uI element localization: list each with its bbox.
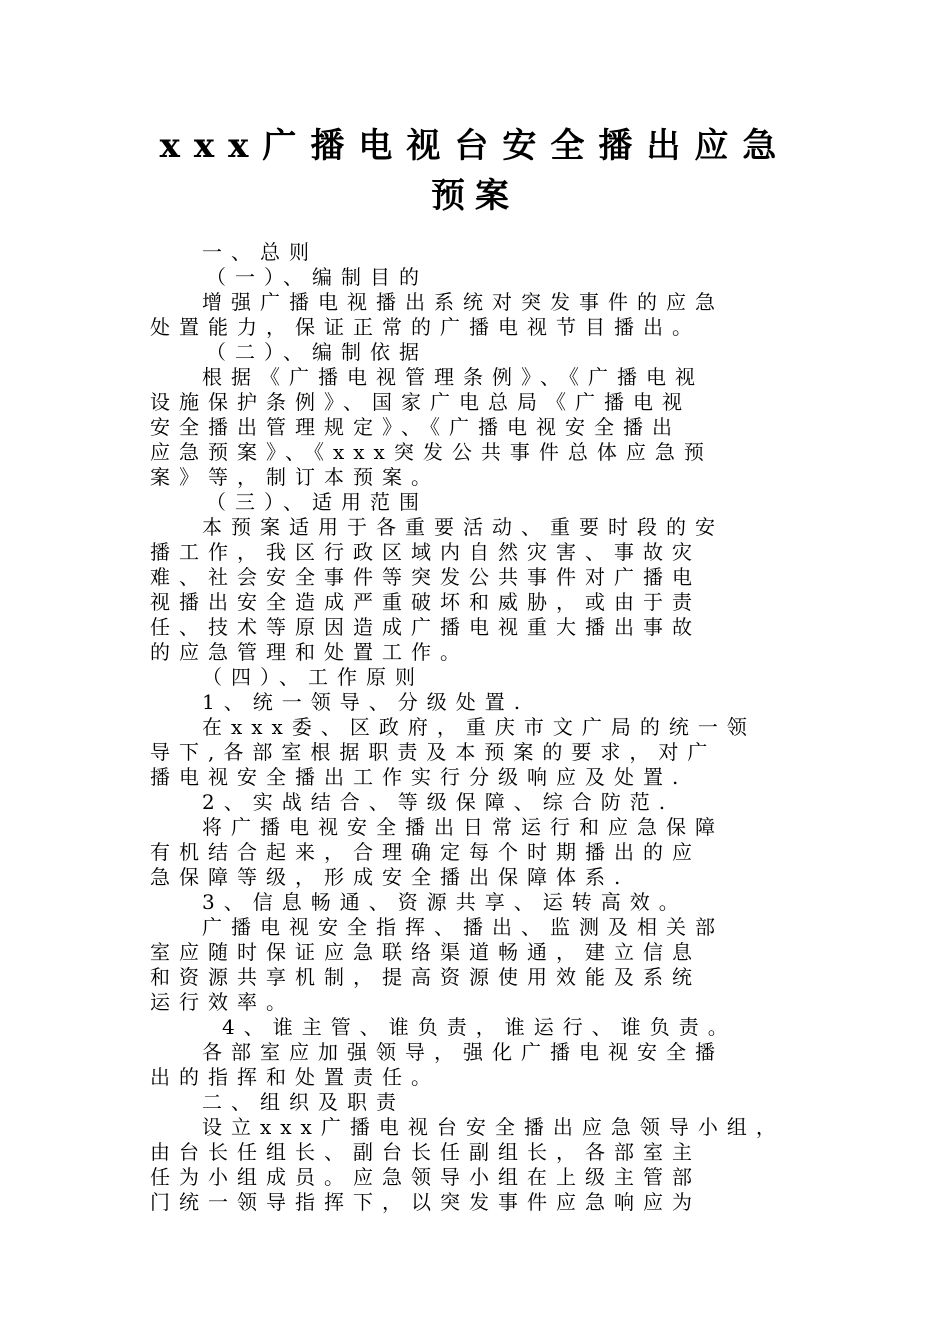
paragraph-line: 出的指挥和处置责任。 [150,1065,440,1089]
paragraph-line: 设施保护条例》、国家广电总局《广播电视 [150,390,691,414]
section-heading: 二、组织及职责 [202,1090,405,1114]
paragraph-line: 由台长任组长、副台长任副组长，各部室主 [150,1140,701,1164]
paragraph-line: 门统一领导指挥下，以突发事件应急响应为 [150,1190,701,1214]
paragraph-line: 设立xxx广播电视台安全播出应急领导小组， [202,1115,785,1139]
paragraph-line: 室应随时保证应急联络渠道畅通，建立信息 [150,940,701,964]
paragraph-line: 导下,各部室根据职责及本预案的要求，对广 [150,740,717,764]
paragraph-line: 安全播出管理规定》、《广播电视安全播出 [150,415,681,439]
paragraph-line: 在xxx委、区政府，重庆市文广局的统一领 [202,715,756,739]
paragraph-line: 各部室应加强领导，强化广播电视安全播 [202,1040,724,1064]
subsection-heading: （一）、编制目的 [206,265,428,289]
paragraph-line: 任为小组成员。应急领导小组在上级主管部 [150,1165,701,1189]
principle-heading: 4、谁主管、谁负责，谁运行、谁负责。 [222,1015,737,1039]
paragraph-line: 任、技术等原因造成广播电视重大播出事故 [150,615,701,639]
paragraph-line: 有机结合起来，合理确定每个时期播出的应 [150,840,701,864]
principle-heading: 1、统一领导、分级处置. [202,690,530,714]
paragraph-line: 处置能力，保证正常的广播电视节目播出。 [150,315,701,339]
paragraph-line: 根据《广播电视管理条例》、《广播电视 [202,365,704,389]
paragraph-line: 案》等，制订本预案。 [150,465,440,489]
paragraph-line: 播工作，我区行政区域内自然灾害、事故灾 [150,540,701,564]
principle-heading: 3、信息畅通、资源共享、运转高效。 [202,890,688,914]
paragraph-line: 急保障等级，形成安全播出保障体系. [150,865,630,889]
document-body [150,240,810,1215]
paragraph-line: 和资源共享机制，提高资源使用效能及系统 [150,965,701,989]
paragraph-line: 本预案适用于各重要活动、重要时段的安 [202,515,724,539]
subsection-heading: （四）、工作原则 [202,665,424,689]
paragraph-line: 增强广播电视播出系统对突发事件的应急 [202,290,724,314]
subsection-heading: （二）、编制依据 [206,340,428,364]
section-heading: 一、总则 [202,240,318,264]
paragraph-line: 播电视安全播出工作实行分级响应及处置. [150,765,688,789]
paragraph-line: 将广播电视安全播出日常运行和应急保障 [202,815,724,839]
paragraph-line: 的应急管理和处置工作。 [150,640,469,664]
principle-heading: 2、实战结合、等级保障、综合防范. [202,790,675,814]
paragraph-line: 视播出安全造成严重破坏和威胁，或由于责 [150,590,701,614]
document-title-line-2: 预案 [431,176,519,216]
paragraph-line: 运行效率。 [150,990,295,1014]
paragraph-line: 应急预案》、《xxx突发公共事件总体应急预 [150,440,713,464]
paragraph-line: 难、社会安全事件等突发公共事件对广播电 [150,565,701,589]
paragraph-line: 广播电视安全指挥、播出、监测及相关部 [202,915,724,939]
subsection-heading: （三）、适用范围 [206,490,428,514]
document-title-line-1: xxx广播电视台安全播出应急 [159,126,791,166]
